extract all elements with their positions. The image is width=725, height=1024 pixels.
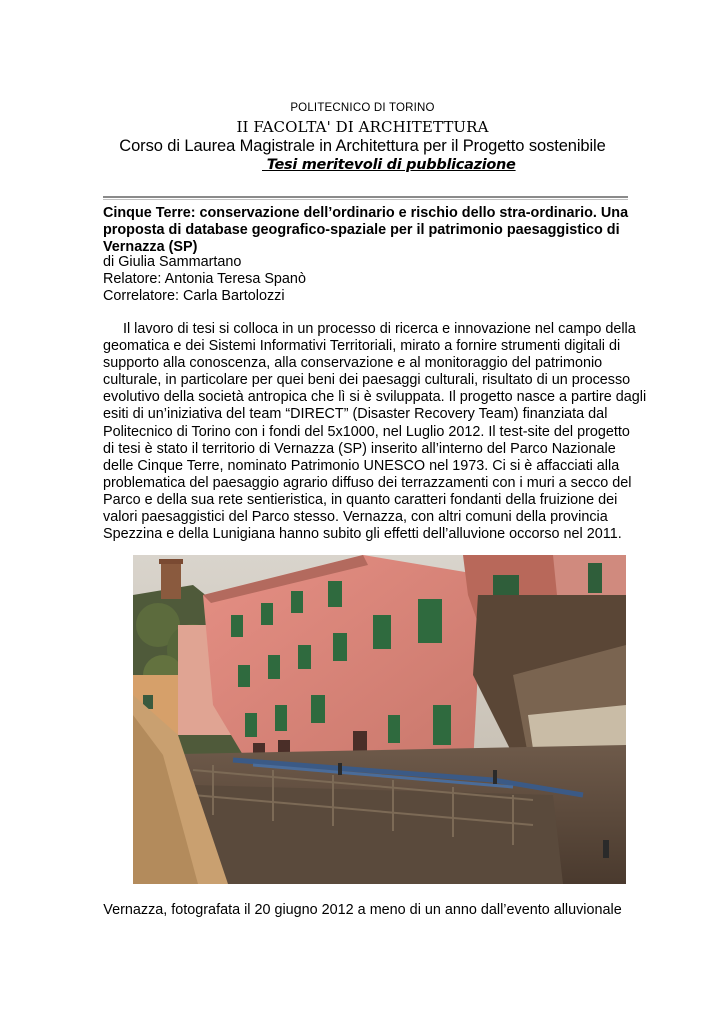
abstract-line: valori paesaggistici del Parco stesso. Vernazza, con altri comuni della provincia — [103, 509, 608, 526]
publication-tag: Tesi meritevoli di pubblicazione — [262, 157, 516, 173]
vernazza-photo — [133, 555, 626, 884]
header-divider-shadow — [103, 199, 628, 200]
abstract-line: di tesi è stato il territorio di Vernazza (SP) inserito all’interno del Parco Nazionale — [103, 440, 616, 457]
abstract-line: evolutivo della società antropica che lì si è sviluppata. Il progetto nasce a partire dagli — [103, 389, 647, 406]
header-divider — [103, 196, 628, 198]
thesis-title — [103, 205, 643, 256]
figure-caption: Vernazza, fotografata il 20 giugno 2012 a meno di un anno dall’evento alluvionale — [103, 902, 622, 918]
abstract-line: Parco e della sua rete sentieristica, in quanto caratteri fondanti della fruizione dei — [103, 491, 618, 508]
abstract-line: Spezzina e della Lunigiana hanno subito gli effetti dell’alluvione occorso nel 2011. — [103, 526, 622, 543]
abstract-line: problematica del paesaggio agrario diffuso dei terrazzamenti con i muri a secco del — [103, 474, 632, 491]
thesis-coadvisor: Correlatore: Carla Bartolozzi — [103, 288, 285, 304]
thesis-advisor: Relatore: Antonia Teresa Spanò — [103, 271, 306, 287]
faculty-name: II FACOLTA' DI ARCHITETTURA — [236, 118, 489, 136]
abstract-line: Il lavoro di tesi si colloca in un processo di ricerca e innovazione nel campo della — [103, 321, 636, 337]
abstract-line: Politecnico di Torino con i fondi del 5x1000, nel Luglio 2012. Il test-site del progetto — [103, 423, 630, 440]
thesis-title-line: Vernazza (SP) — [103, 239, 198, 255]
abstract-line: geomatica e dei Sistemi Informativi Territoriali, mirato a fornire strumenti digitali di — [103, 338, 621, 355]
thesis-author: di Giulia Sammartano — [103, 254, 242, 270]
abstract-line: esiti di un’iniziativa del team “DIRECT” (Disaster Recovery Team) finanziata dal — [103, 406, 608, 423]
abstract-paragraph — [103, 321, 647, 543]
thesis-title-line: Cinque Terre: conservazione dell’ordinario e rischio dello stra-ordinario. Una — [103, 205, 629, 221]
course-name: Corso di Laurea Magistrale in Architettura per il Progetto sostenibile — [119, 137, 606, 155]
university-name: POLITECNICO DI TORINO — [290, 102, 435, 114]
abstract-line: delle Cinque Terre, nominato Patrimonio UNESCO nel 1973. Ci si è affacciati alla — [103, 457, 620, 474]
thesis-title-line: proposta di database geografico-spaziale per il patrimonio paesaggistico di — [103, 222, 620, 238]
abstract-line: culturale, in particolare per quei beni dei paesaggi culturali, risultato di un processo — [103, 372, 631, 389]
abstract-line: supporto alla conoscenza, alla conservazione e al monitoraggio del patrimonio — [103, 355, 603, 372]
